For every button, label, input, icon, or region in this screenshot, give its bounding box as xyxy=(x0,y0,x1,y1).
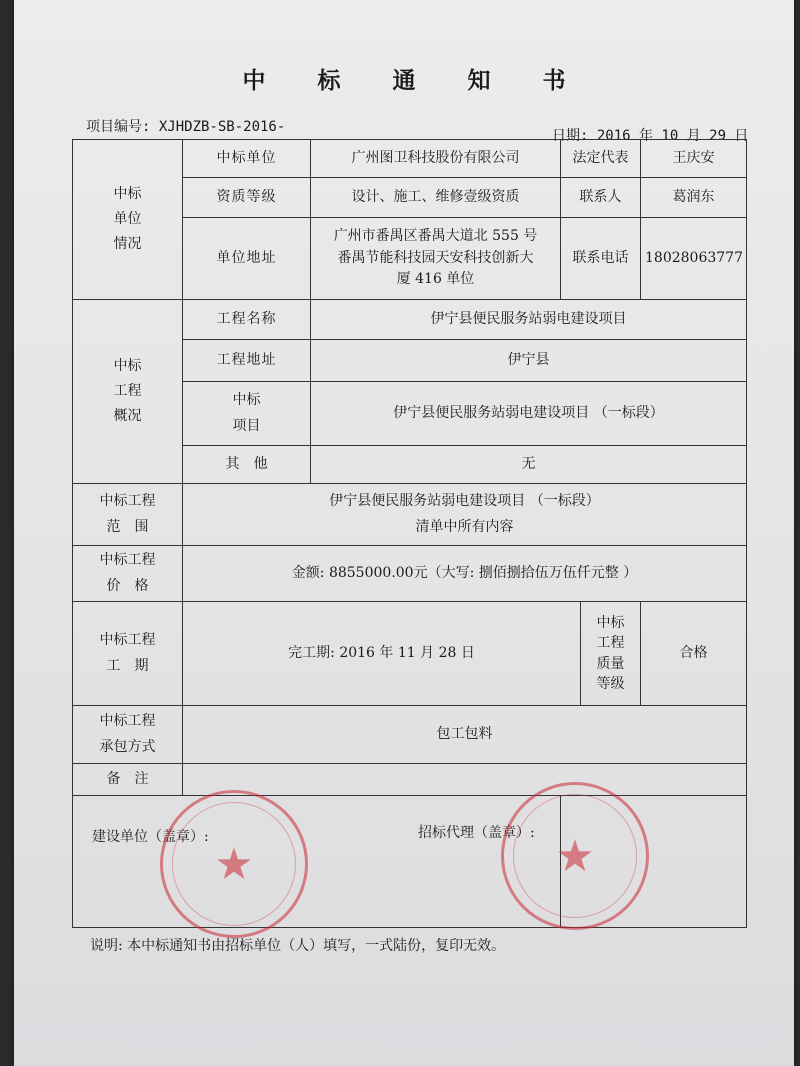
project-number: 项目编号: XJHDZB-SB-2016- xyxy=(86,119,286,135)
quality-label: 中标 工程 质量 等级 xyxy=(581,602,641,706)
builder-signature-cell xyxy=(73,796,561,928)
contract-label: 中标工程 承包方式 xyxy=(73,706,183,764)
winner-section-label: 中标 单位 情况 xyxy=(73,140,183,300)
document-title: 中 标 通 知 书 xyxy=(242,67,588,94)
other-label: 其 他 xyxy=(183,446,311,484)
period-value: 完工期: 2016 年 11 月 28 日 xyxy=(183,602,581,706)
qualification-label: 资质等级 xyxy=(183,178,311,218)
agent-signature-label: 招标代理（盖章）: xyxy=(418,825,535,841)
builder-signature-label: 建设单位（盖章）: xyxy=(92,829,209,845)
legal-rep-label: 法定代表 xyxy=(561,140,641,178)
price-label: 中标工程 价 格 xyxy=(73,546,183,602)
bid-award-form xyxy=(72,139,747,928)
other-value: 无 xyxy=(311,446,747,484)
contact-label: 联系人 xyxy=(561,178,641,218)
legal-rep-value: 王庆安 xyxy=(641,140,747,178)
remarks-value xyxy=(183,764,747,796)
phone-label: 联系电话 xyxy=(561,218,641,300)
bid-item-label: 中标 项目 xyxy=(183,382,311,446)
winner-unit-label: 中标单位 xyxy=(183,140,311,178)
agent-seal xyxy=(501,782,649,930)
project-section-label: 中标 工程 概况 xyxy=(73,300,183,484)
contract-value: 包工包料 xyxy=(183,706,747,764)
price-value: 金额: 8855000.00元（大写: 捌佰捌拾伍万伍仟元整 ） xyxy=(183,546,747,602)
project-name-value: 伊宁县便民服务站弱电建设项目 xyxy=(311,300,747,340)
project-name-label: 工程名称 xyxy=(183,300,311,340)
scope-value: 伊宁县便民服务站弱电建设项目 （一标段） 清单中所有内容 xyxy=(183,484,747,546)
document-date: 日期: 2016 年 10 月 29 日 xyxy=(552,128,749,144)
quality-value: 合格 xyxy=(641,602,747,706)
star-icon: ★ xyxy=(555,830,595,882)
builder-seal xyxy=(160,790,308,938)
document-page xyxy=(14,0,794,1066)
contact-value: 葛润东 xyxy=(641,178,747,218)
project-location-value: 伊宁县 xyxy=(311,340,747,382)
period-label: 中标工程 工 期 xyxy=(73,602,183,706)
document-note: 说明: 本中标通知书由招标单位（人）填写，一式陆份，复印无效。 xyxy=(90,938,506,954)
winner-unit-value: 广州图卫科技股份有限公司 xyxy=(311,140,561,178)
address-value: 广州市番禺区番禺大道北 555 号 番禺节能科技园天安科技创新大 厦 416 单位 xyxy=(311,218,561,300)
star-icon: ★ xyxy=(214,838,254,890)
address-label: 单位地址 xyxy=(183,218,311,300)
scope-label: 中标工程 范 围 xyxy=(73,484,183,546)
remarks-label: 备 注 xyxy=(73,764,183,796)
qualification-value: 设计、施工、维修壹级资质 xyxy=(311,178,561,218)
project-location-label: 工程地址 xyxy=(183,340,311,382)
bid-item-value: 伊宁县便民服务站弱电建设项目 （一标段） xyxy=(311,382,747,446)
phone-value: 18028063777 xyxy=(641,218,747,300)
